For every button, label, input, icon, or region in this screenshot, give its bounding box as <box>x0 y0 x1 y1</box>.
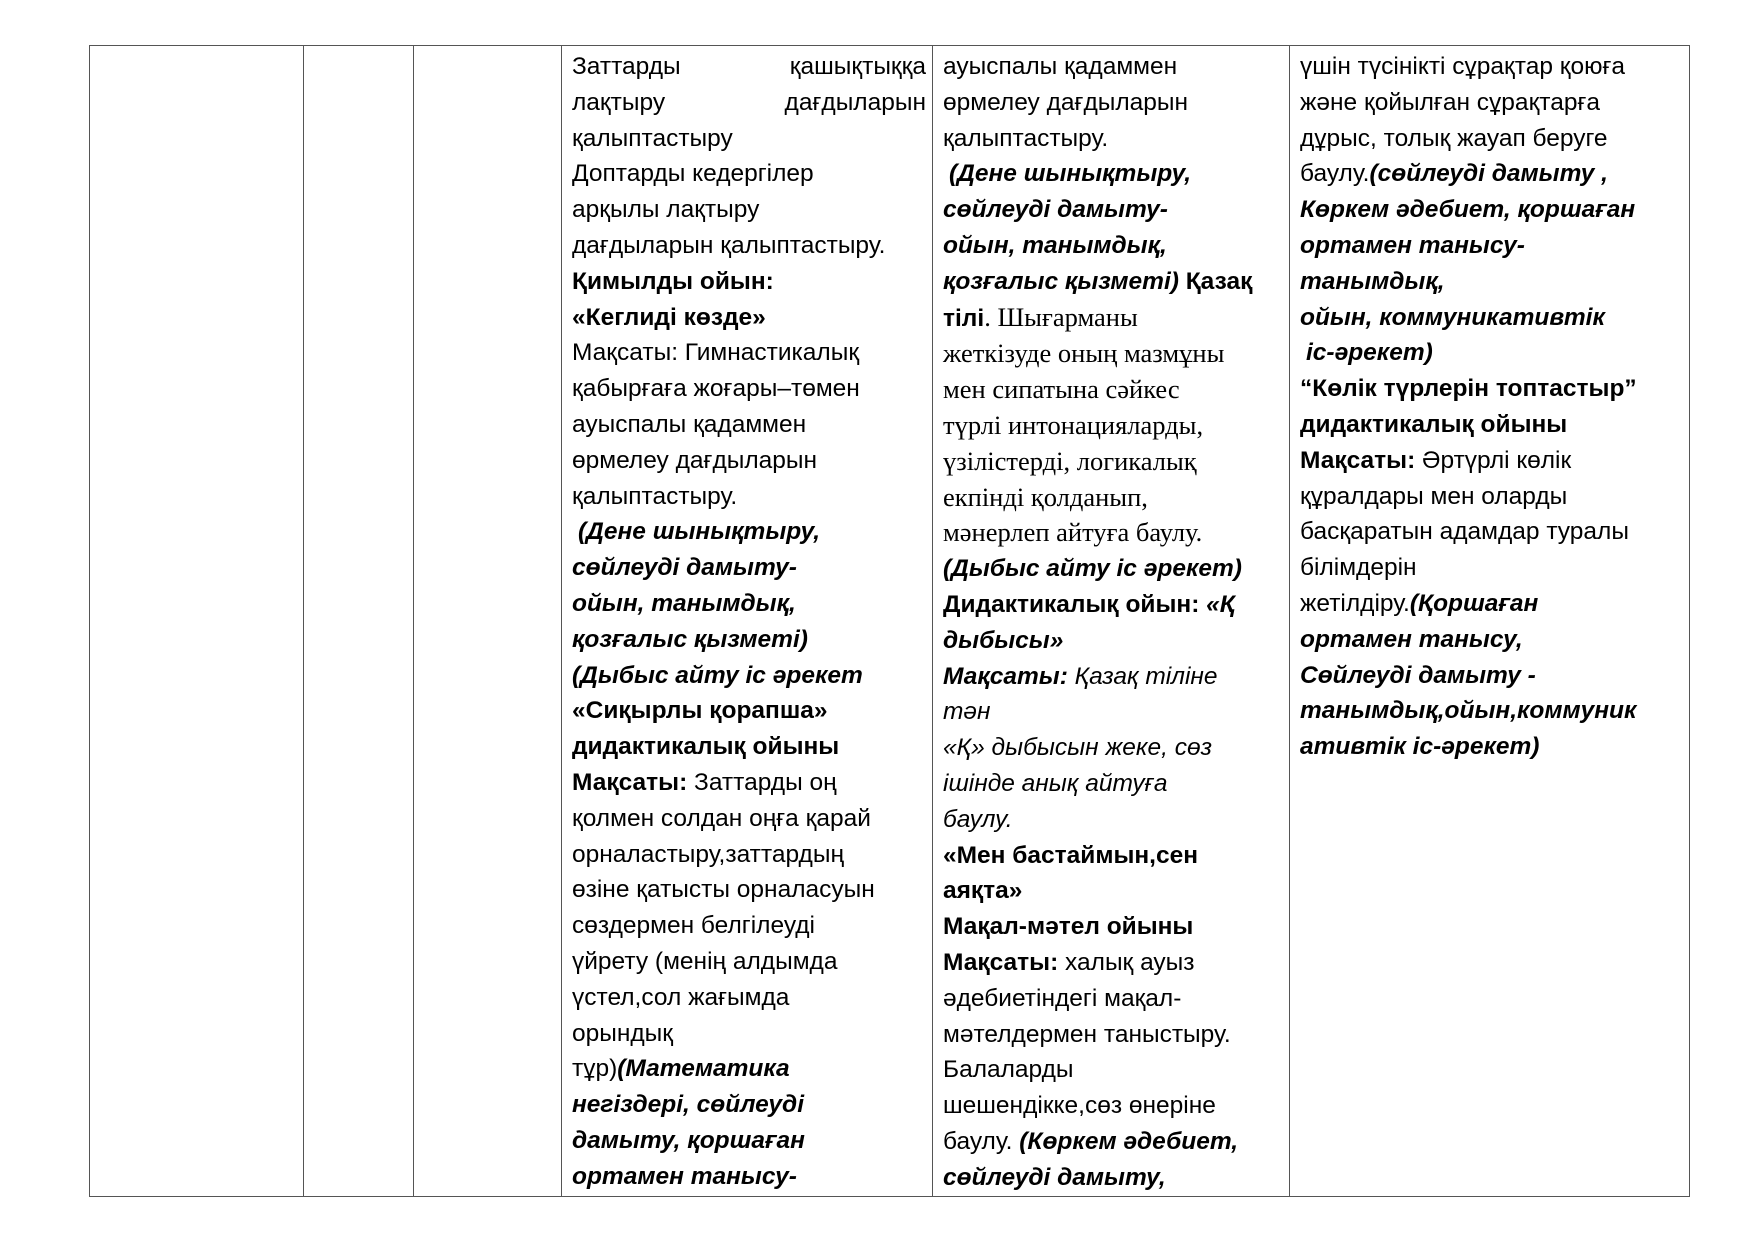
integration-note: сөйлеуді дамыту, <box>943 1163 1166 1191</box>
empty-cell-2 <box>304 46 414 1197</box>
text-line: Мақсаты: Қазақ тіліне <box>943 662 1218 690</box>
game-title: дыбысы» <box>943 626 1064 654</box>
text-line: дұрыс, толық жауап беруге <box>1300 124 1608 152</box>
text-line: қабырғаға жоғары–төмен <box>572 375 860 403</box>
integration-note: Көркем әдебиет, қоршаған <box>1300 196 1636 224</box>
integration-note: (Дене шынықтыру, <box>578 518 821 546</box>
text-line: үстел,сол жағымда <box>572 983 790 1011</box>
integration-note: сөйлеуді дамыту- <box>572 554 797 582</box>
text-line: қалыптастыру <box>572 124 733 152</box>
text-line: әдебиетіндегі мақал- <box>943 984 1182 1012</box>
integration-note: сөйлеуді дамыту- <box>943 196 1168 224</box>
text-line: «Қ» дыбысын жеке, сөз <box>943 734 1212 762</box>
integration-note: дамыту, қоршаған <box>572 1126 805 1154</box>
game-title: «Сиқырлы қорапша» <box>572 697 828 725</box>
table-row <box>90 46 1690 1197</box>
text-line: мен сипатына сәйкес <box>943 374 1180 405</box>
integration-note: (Дыбыс айту іс әрекет <box>572 661 863 689</box>
integration-note: танымдық, <box>1300 267 1445 295</box>
integration-note: ойын, танымдық, <box>943 231 1167 259</box>
text-line: дағдыларын қалыптастыру. <box>572 231 886 259</box>
text-line: Мақсаты: Гимнастикалық <box>572 339 860 367</box>
integration-note: ативтік іс-әрекет) <box>1300 733 1540 761</box>
text-line: өрмелеу дағдыларын <box>572 446 818 474</box>
integration-note: ортамен танысу- <box>1300 231 1525 259</box>
text-line: Дидактикалық ойын: «Қ <box>943 590 1235 618</box>
text-line: ауыспалы қадаммен <box>572 410 807 438</box>
game-title: «Кеглиді көзде» <box>572 303 766 331</box>
game-title: дидактикалық ойыны <box>1300 410 1568 438</box>
integration-note: ортамен танысу, <box>1300 625 1523 653</box>
text-line: басқаратын адамдар туралы <box>1300 518 1629 546</box>
text-line: сөздермен белгілеуді <box>572 912 815 940</box>
integration-note: ойын, танымдық, <box>572 589 796 617</box>
text-line: екпінді қолданып, <box>943 481 1148 512</box>
text-line: арқылы лақтыру <box>572 196 760 224</box>
game-title: “Көлік түрлерін топтастыр” <box>1300 375 1637 403</box>
text-line: тілі. Шығарманы <box>943 301 1138 332</box>
text-line: қалыптастыру. <box>943 124 1109 152</box>
integration-note: негіздері, сөйлеуді <box>572 1091 804 1119</box>
text-line: құралдары мен оларды <box>1300 482 1568 510</box>
text-line: ауыспалы қадаммен <box>943 53 1178 80</box>
text-line: орналастыру,заттардың <box>572 840 844 868</box>
text-line: білімдерін <box>1300 554 1417 582</box>
text-line: орындық <box>572 1019 674 1047</box>
text-line: тұр)(Математика <box>572 1055 790 1083</box>
text-line: мәнерлеп айтуға баулу. <box>943 517 1203 548</box>
text-line: Мақсаты: халық ауыз <box>943 948 1195 976</box>
integration-note: қозғалыс қызметі) <box>572 625 808 653</box>
integration-note: Сөйлеуді дамыту - <box>1300 661 1536 689</box>
text-line: баулу.(сөйлеуді дамыту , <box>1300 160 1608 188</box>
plan-table <box>89 45 1690 1197</box>
text-line: үзілістерді, логикалық <box>943 445 1197 476</box>
text-line: жеткізуде оның мазмұны <box>943 338 1225 369</box>
integration-note: (Дыбыс айту іс әрекет) <box>943 555 1242 583</box>
text-line: тән <box>943 698 991 726</box>
text-line: түрлі интонацияларды, <box>943 409 1204 440</box>
activity-cell-col5 <box>933 46 1290 1197</box>
activity-cell-col4 <box>562 46 933 1197</box>
game-heading: Қимылды ойын: <box>572 267 774 295</box>
text-line: Мақсаты: Заттарды оң <box>572 768 837 796</box>
text-line: қолмен солдан оңға қарай <box>572 804 871 832</box>
integration-note: ортамен танысу- <box>572 1162 797 1190</box>
integration-note: (Дене шынықтыру, <box>949 160 1192 188</box>
text-line: үйрету (менің алдымда <box>572 947 838 975</box>
text-line: үшін түсінікті сұрақтар қоюға <box>1300 53 1626 80</box>
text-line: баулу. (Көркем әдебиет, <box>943 1127 1239 1155</box>
text-line: өзіне қатысты орналасуын <box>572 876 875 904</box>
text-line: қозғалыс қызметі) Қазақ <box>943 267 1253 295</box>
integration-note: іс-әрекет) <box>1306 339 1433 367</box>
integration-note: танымдық,ойын,коммуник <box>1300 697 1637 725</box>
empty-cell-1 <box>90 46 304 1197</box>
text-line: Доптарды кедергілер <box>572 160 814 188</box>
text-line: шешендікке,сөз өнеріне <box>943 1092 1216 1120</box>
game-title: «Мен бастаймын,сен <box>943 841 1199 869</box>
activity-cell-col6 <box>1290 46 1690 1197</box>
text-line: ішінде анық айтуға <box>943 769 1168 797</box>
game-title: Мақал-мәтел ойыны <box>943 913 1194 941</box>
text-line: және қойылған сұрақтарға <box>1300 88 1601 116</box>
text-line: өрмелеу дағдыларын <box>943 88 1189 116</box>
text-line: Мақсаты: Әртүрлі көлік <box>1300 446 1572 474</box>
text-line: Заттарды қашықтыққа <box>572 53 926 80</box>
empty-cell-3 <box>414 46 562 1197</box>
text-line: мәтелдермен таныстыру. <box>943 1020 1231 1048</box>
integration-note: ойын, коммуникативтік <box>1300 303 1605 331</box>
text-line: Балаларды <box>943 1056 1074 1084</box>
text-line: жетілдіру.(Қоршаған <box>1300 589 1539 617</box>
text-line: лақтыру дағдыларын <box>572 88 926 116</box>
text-line: баулу. <box>943 805 1013 833</box>
text-line: қалыптастыру. <box>572 482 738 510</box>
game-title: аяқта» <box>943 877 1023 905</box>
game-title: дидактикалық ойыны <box>572 733 840 761</box>
